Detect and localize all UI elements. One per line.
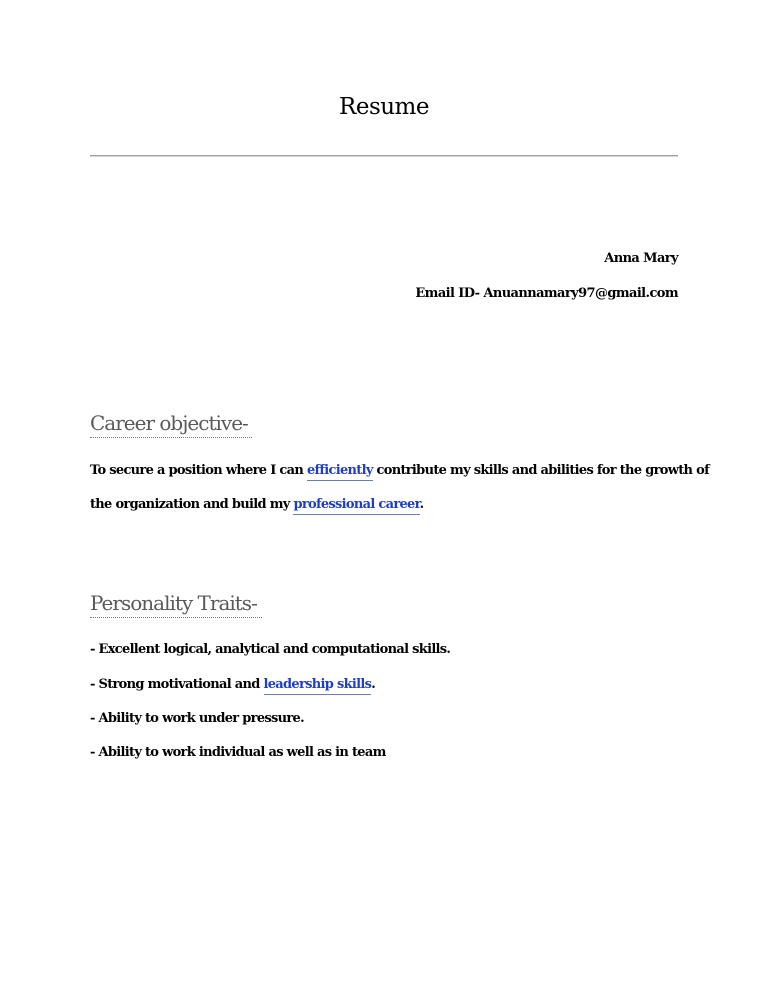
career-objective-text: . <box>419 497 424 512</box>
trait-item: - Ability to work under pressure. <box>90 711 304 726</box>
career-objective-text: To secure a position where I can <box>90 463 307 478</box>
professional-career-link[interactable]: professional career <box>293 497 419 515</box>
contact-name: Anna Mary <box>604 251 678 266</box>
trait-item: - Excellent logical, analytical and computational skills. <box>90 642 451 657</box>
career-objective-text: the organization and build my <box>90 497 294 512</box>
personality-traits-heading: Personality Traits- <box>90 591 262 618</box>
career-objective-line-2 <box>90 497 423 512</box>
efficiently-link[interactable]: efficiently <box>307 463 373 481</box>
document-title: Resume <box>339 94 429 120</box>
trait-item: - Ability to work individual as well as in team <box>90 745 386 760</box>
contact-email: Email ID- Anuannamary97@gmail.com <box>415 286 678 301</box>
trait-text: . <box>371 677 376 692</box>
career-objective-heading: Career objective- <box>90 411 252 438</box>
career-objective-line-1 <box>90 463 709 478</box>
leadership-skills-link[interactable]: leadership skills <box>264 677 372 695</box>
trait-text: - Strong motivational and <box>90 677 264 692</box>
trait-item <box>90 677 375 692</box>
title-divider <box>90 155 678 157</box>
career-objective-text: contribute my skills and abilities for the growth of <box>372 463 709 478</box>
